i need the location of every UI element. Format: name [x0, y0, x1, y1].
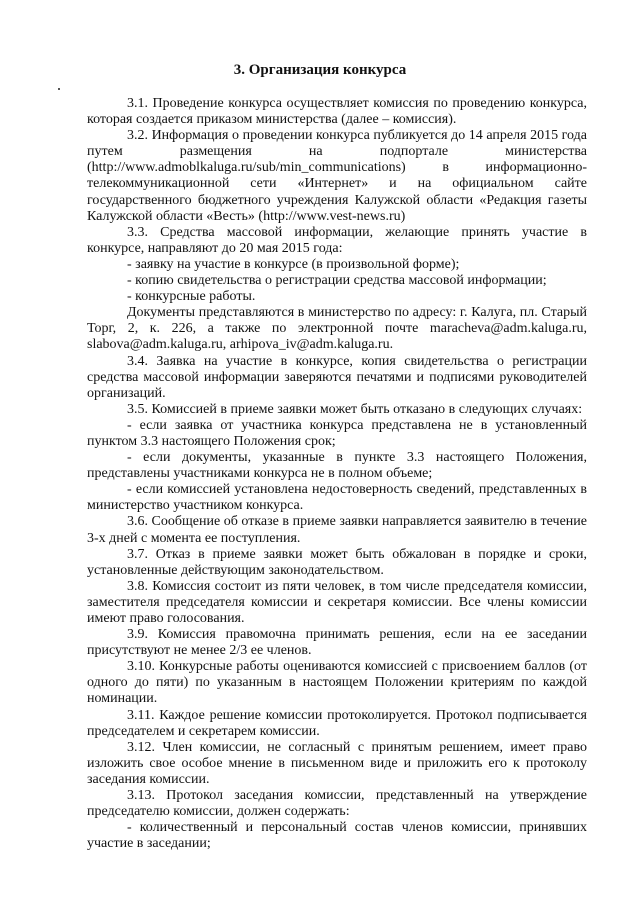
- paragraph: 3.13. Протокол заседания комиссии, представленный на утверждение председателю комиссии, должен содержать:: [87, 788, 587, 820]
- paragraph: 3.11. Каждое решение комиссии протоколируется. Протокол подписывается председателем и секретарем комиссии.: [87, 707, 587, 739]
- paragraph: 3.2. Информация о проведении конкурса публикуется до 14 апреля 2015 года путем размещения на подпортале министерства (http://www.admoblkaluga.ru/sub/min_communications) в информационно-телекоммуникационной сети «Интернет» и на официальном сайте государственного бюджетного учреждения Калужской области «Редакция газеты Калужской области «Весть» (http://www.vest-news.ru): [87, 128, 587, 224]
- list-item: - количественный и персональный состав членов комиссии, принявших участие в заседании;: [87, 820, 587, 852]
- paragraph: Документы представляются в министерство по адресу: г. Калуга, пл. Старый Торг, 2, к. 226, а также по электронной почте maracheva@adm.kaluga.ru, slabova@adm.kaluga.ru, arhipova_iv@adm.kaluga.ru.: [87, 305, 587, 353]
- list-item: - конкурсные работы.: [127, 289, 256, 305]
- paragraph: 3.8. Комиссия состоит из пяти человек, в том числе председателя комиссии, заместителя председателя комиссии и секретаря комиссии. Все члены комиссии имеют право голосования.: [87, 578, 587, 626]
- paragraph: 3.5. Комиссией в приеме заявки может быть отказано в следующих случаях:: [127, 401, 583, 417]
- paragraph: 3.3. Средства массовой информации, желающие принять участие в конкурсе, направляют до 20 мая 2015 года:: [87, 224, 587, 256]
- paragraph: 3.6. Сообщение об отказе в приеме заявки направляется заявителю в течение 3-х дней с момента ее поступления.: [87, 514, 587, 546]
- list-item: - копию свидетельства о регистрации средства массовой информации;: [127, 273, 547, 289]
- paragraph: 3.4. Заявка на участие в конкурсе, копия свидетельства о регистрации средства массовой информации заверяются печатями и подписями руководителей организаций.: [87, 353, 587, 401]
- document-body: [87, 96, 587, 852]
- paragraph: 3.10. Конкурсные работы оцениваются комиссией с присвоением баллов (от одного до пяти) по указанным в настоящем Положении критериям по каждой номинации.: [87, 659, 587, 707]
- list-item: - если заявка от участника конкурса представлена не в установленный пунктом 3.3 настоящего Положения срок;: [87, 417, 587, 449]
- list-item: - если комиссией установлена недостоверность сведений, представленных в министерство участником конкурса.: [87, 482, 587, 514]
- paragraph: 3.9. Комиссия правомочна принимать решения, если на ее заседании присутствуют не менее 2/3 ее членов.: [87, 627, 587, 659]
- paragraph: 3.7. Отказ в приеме заявки может быть обжалован в порядке и сроки, установленные действующим законодательством.: [87, 546, 587, 578]
- section-title: 3. Организация конкурса: [233, 62, 407, 78]
- paragraph: 3.12. Член комиссии, не согласный с принятым решением, имеет право изложить свое особое мнение в письменном виде и приложить его к протоколу заседания комиссии.: [87, 739, 587, 787]
- paragraph: 3.1. Проведение конкурса осуществляет комиссия по проведению конкурса, которая создается приказом министерства (далее – комиссия).: [87, 96, 587, 128]
- scan-speck: [58, 88, 60, 90]
- list-item: - если документы, указанные в пункте 3.3 настоящего Положения, представлены участниками конкурса не в полном объеме;: [87, 450, 587, 482]
- list-item: - заявку на участие в конкурсе (в произвольной форме);: [127, 256, 460, 272]
